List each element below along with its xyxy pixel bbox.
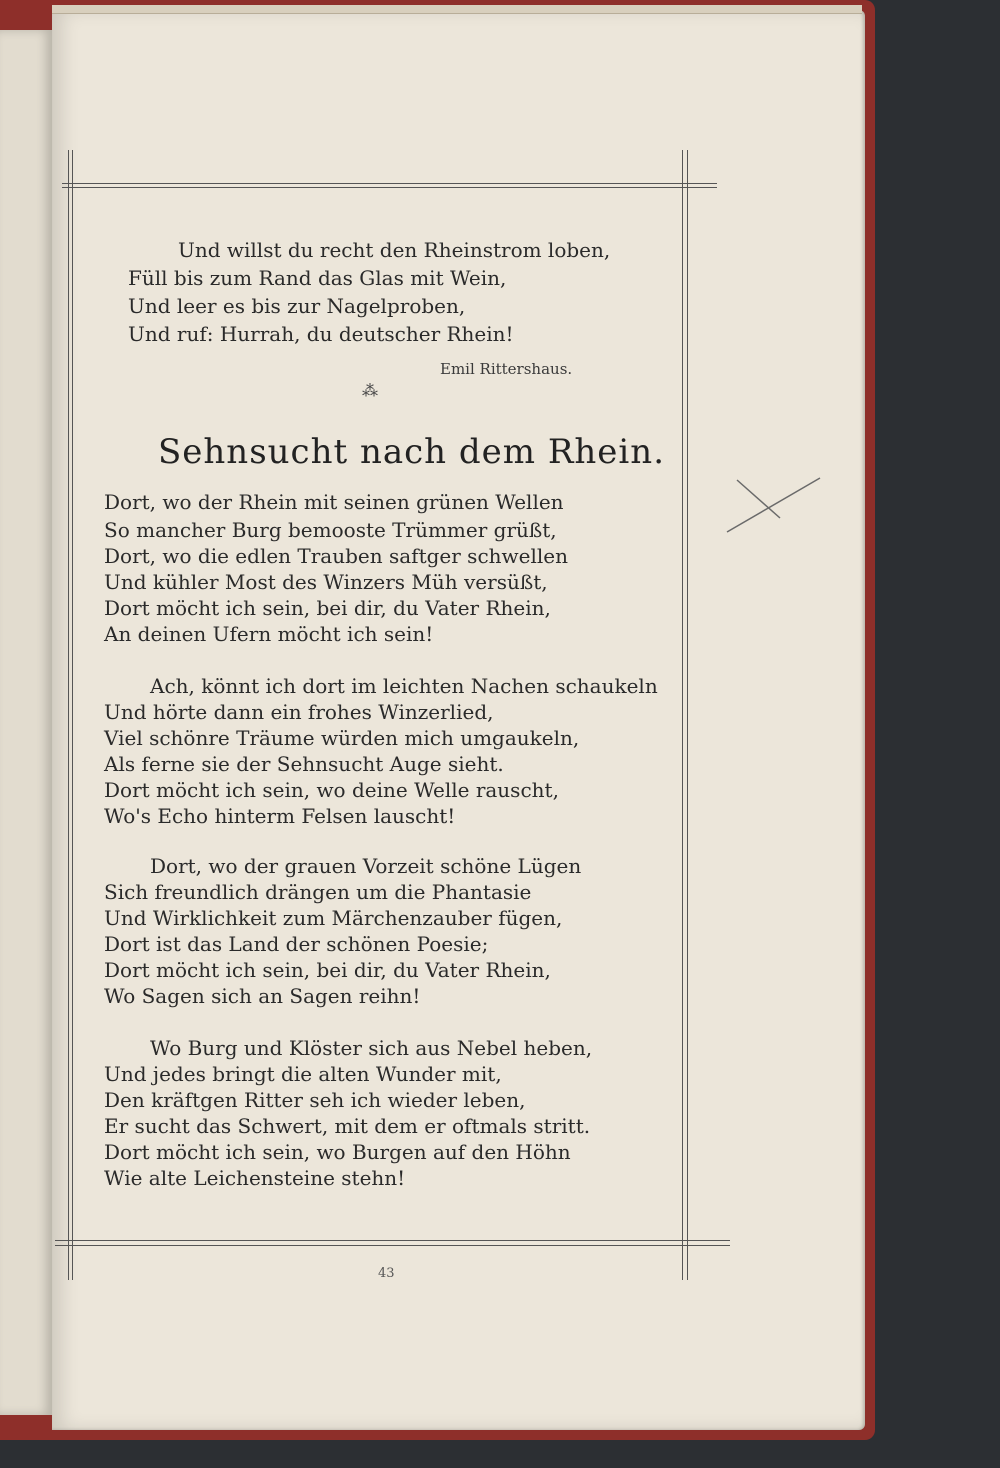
page-number: 43 <box>378 1266 395 1281</box>
poem-line: Und Wirklichkeit zum Märchenzauber fügen, <box>104 906 563 930</box>
poem-line: Und leer es bis zur Nagelproben, <box>128 294 466 318</box>
poem-line: Als ferne sie der Sehnsucht Auge sieht. <box>104 752 504 776</box>
poem-line: Ach, könnt ich dort im leichten Nachen schaukeln <box>150 674 658 698</box>
poem-line: Wie alte Leichensteine stehn! <box>104 1166 406 1190</box>
poem-line: Dort möcht ich sein, bei dir, du Vater Rhein, <box>104 596 551 620</box>
poem-line: Und kühler Most des Winzers Müh versüßt, <box>104 570 548 594</box>
poem-line: Wo Burg und Klöster sich aus Nebel heben, <box>150 1036 593 1060</box>
poem-line: Dort, wo der grauen Vorzeit schöne Lügen <box>150 854 582 878</box>
poem-line: Und jedes bringt die alten Wunder mit, <box>104 1062 502 1086</box>
section-ornament: ⁂ <box>362 381 378 400</box>
poem-line: Dort möcht ich sein, wo Burgen auf den Höhn <box>104 1140 571 1164</box>
poem-line: Dort, wo der Rhein mit seinen grünen Wellen <box>104 490 564 514</box>
author-attribution: Emil Rittershaus. <box>440 360 573 378</box>
poem-line: Wo's Echo hinterm Felsen lauscht! <box>104 804 456 828</box>
poem-line: Dort möcht ich sein, bei dir, du Vater Rhein, <box>104 958 551 982</box>
poem-line: Und hörte dann ein frohes Winzerlied, <box>104 700 494 724</box>
poem-line: Wo Sagen sich an Sagen reihn! <box>104 984 421 1008</box>
poem-line: Dort möcht ich sein, wo deine Welle rauscht, <box>104 778 559 802</box>
poem-line: Füll bis zum Rand das Glas mit Wein, <box>128 266 507 290</box>
poem-line: Und willst du recht den Rheinstrom loben, <box>178 238 611 262</box>
pencil-x-mark <box>725 470 825 540</box>
poem-line: Viel schönre Träume würden mich umgaukeln, <box>104 726 580 750</box>
poem-line: Den kräftgen Ritter seh ich wieder leben, <box>104 1088 526 1112</box>
poem-line: Und ruf: Hurrah, du deutscher Rhein! <box>128 322 514 346</box>
poem-line: Er sucht das Schwert, mit dem er oftmals stritt. <box>104 1114 591 1138</box>
poem-line: An deinen Ufern möcht ich sein! <box>104 622 434 646</box>
poem-line: Dort, wo die edlen Trauben saftger schwellen <box>104 544 568 568</box>
poem-line: Dort ist das Land der schönen Poesie; <box>104 932 489 956</box>
poem-title: Sehnsucht nach dem Rhein. <box>158 432 666 472</box>
poem-line: So mancher Burg bemooste Trümmer grüßt, <box>104 518 557 542</box>
poem-line: Sich freundlich drängen um die Phantasie <box>104 880 532 904</box>
